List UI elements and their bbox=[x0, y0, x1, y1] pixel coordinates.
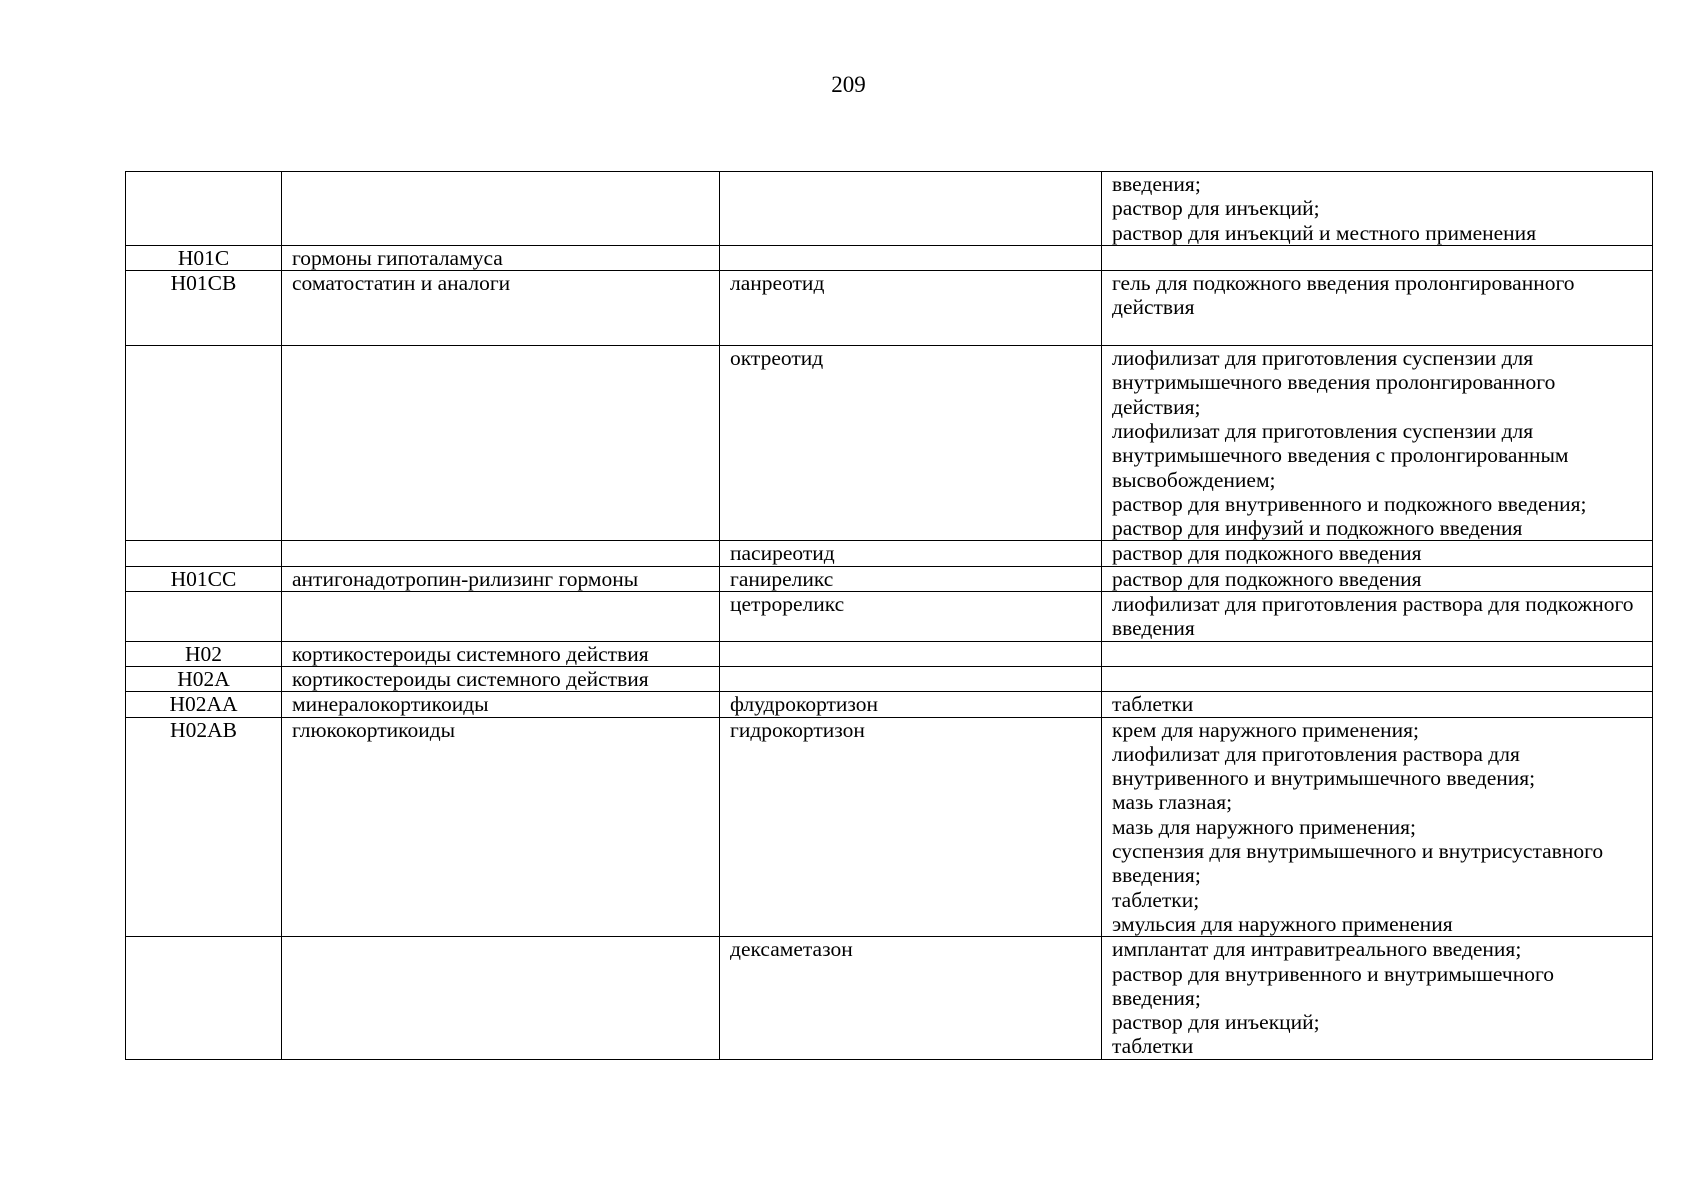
dosage-forms-cell: крем для наружного применения; лиофилизат для приготовления раствора для внутривенного и внутримышечного введения; мазь глазная; мазь для наружного применения; суспензия для внутримышечного и внутрисуставного введения; таблетки; эмульсия для наружного применения bbox=[1102, 717, 1653, 937]
drug-name-cell bbox=[720, 245, 1102, 270]
group-name-cell: соматостатин и аналоги bbox=[282, 271, 720, 346]
atc-code-cell bbox=[126, 172, 282, 246]
atc-code-cell bbox=[126, 937, 282, 1059]
atc-code-cell: H02 bbox=[126, 641, 282, 666]
atc-code-cell: H01CC bbox=[126, 566, 282, 591]
table-row bbox=[126, 717, 1653, 937]
drug-name-cell: гидрокортизон bbox=[720, 717, 1102, 937]
group-name-cell bbox=[282, 592, 720, 642]
atc-code-cell bbox=[126, 541, 282, 566]
drug-table bbox=[125, 171, 1653, 1060]
group-name-cell: минералокортикоиды bbox=[282, 692, 720, 717]
dosage-forms-cell: раствор для подкожного введения bbox=[1102, 566, 1653, 591]
drug-name-cell bbox=[720, 666, 1102, 691]
group-name-cell bbox=[282, 541, 720, 566]
group-name-cell: кортикостероиды системного действия bbox=[282, 666, 720, 691]
group-name-cell bbox=[282, 346, 720, 541]
group-name-cell bbox=[282, 937, 720, 1059]
group-name-cell: глюкокортикоиды bbox=[282, 717, 720, 937]
drug-name-cell: цетрореликс bbox=[720, 592, 1102, 642]
atc-code-cell: H02A bbox=[126, 666, 282, 691]
table-row bbox=[126, 245, 1653, 270]
dosage-forms-cell: лиофилизат для приготовления раствора для подкожного введения bbox=[1102, 592, 1653, 642]
group-name-cell: кортикостероиды системного действия bbox=[282, 641, 720, 666]
dosage-forms-cell: лиофилизат для приготовления суспензии для внутримышечного введения пролонгированного действия; лиофилизат для приготовления суспензии для внутримышечного введения с пролонгированным высвобождением; раствор для внутривенного и подкожного введения; раствор для инфузий и подкожного введения bbox=[1102, 346, 1653, 541]
drug-name-cell: дексаметазон bbox=[720, 937, 1102, 1059]
dosage-forms-cell bbox=[1102, 666, 1653, 691]
group-name-cell: гормоны гипоталамуса bbox=[282, 245, 720, 270]
table-row bbox=[126, 592, 1653, 642]
atc-code-cell bbox=[126, 592, 282, 642]
dosage-forms-cell: введения; раствор для инъекций; раствор для инъекций и местного применения bbox=[1102, 172, 1653, 246]
atc-code-cell: H01CB bbox=[126, 271, 282, 346]
table-row bbox=[126, 172, 1653, 246]
drug-name-cell: ланреотид bbox=[720, 271, 1102, 346]
drug-name-cell: октреотид bbox=[720, 346, 1102, 541]
group-name-cell: антигонадотропин-рилизинг гормоны bbox=[282, 566, 720, 591]
dosage-forms-cell bbox=[1102, 245, 1653, 270]
atc-code-cell: H02AA bbox=[126, 692, 282, 717]
dosage-forms-cell bbox=[1102, 641, 1653, 666]
table-row bbox=[126, 566, 1653, 591]
dosage-forms-cell: гель для подкожного введения пролонгированного действия bbox=[1102, 271, 1653, 346]
group-name-cell bbox=[282, 172, 720, 246]
table-row bbox=[126, 666, 1653, 691]
drug-name-cell: флудрокортизон bbox=[720, 692, 1102, 717]
table-row bbox=[126, 692, 1653, 717]
page-number: 209 bbox=[831, 72, 866, 97]
dosage-forms-cell: раствор для подкожного введения bbox=[1102, 541, 1653, 566]
table-row bbox=[126, 271, 1653, 346]
table-row bbox=[126, 541, 1653, 566]
table-row bbox=[126, 641, 1653, 666]
atc-code-cell: H02AB bbox=[126, 717, 282, 937]
dosage-forms-cell: имплантат для интравитреального введения; раствор для внутривенного и внутримышечного введения; раствор для инъекций; таблетки bbox=[1102, 937, 1653, 1059]
drug-name-cell: пасиреотид bbox=[720, 541, 1102, 566]
table-row bbox=[126, 937, 1653, 1059]
atc-code-cell: H01C bbox=[126, 245, 282, 270]
atc-code-cell bbox=[126, 346, 282, 541]
drug-table-body bbox=[126, 172, 1653, 1060]
drug-name-cell: ганиреликс bbox=[720, 566, 1102, 591]
drug-name-cell bbox=[720, 172, 1102, 246]
table-row bbox=[126, 346, 1653, 541]
dosage-forms-cell: таблетки bbox=[1102, 692, 1653, 717]
drug-name-cell bbox=[720, 641, 1102, 666]
